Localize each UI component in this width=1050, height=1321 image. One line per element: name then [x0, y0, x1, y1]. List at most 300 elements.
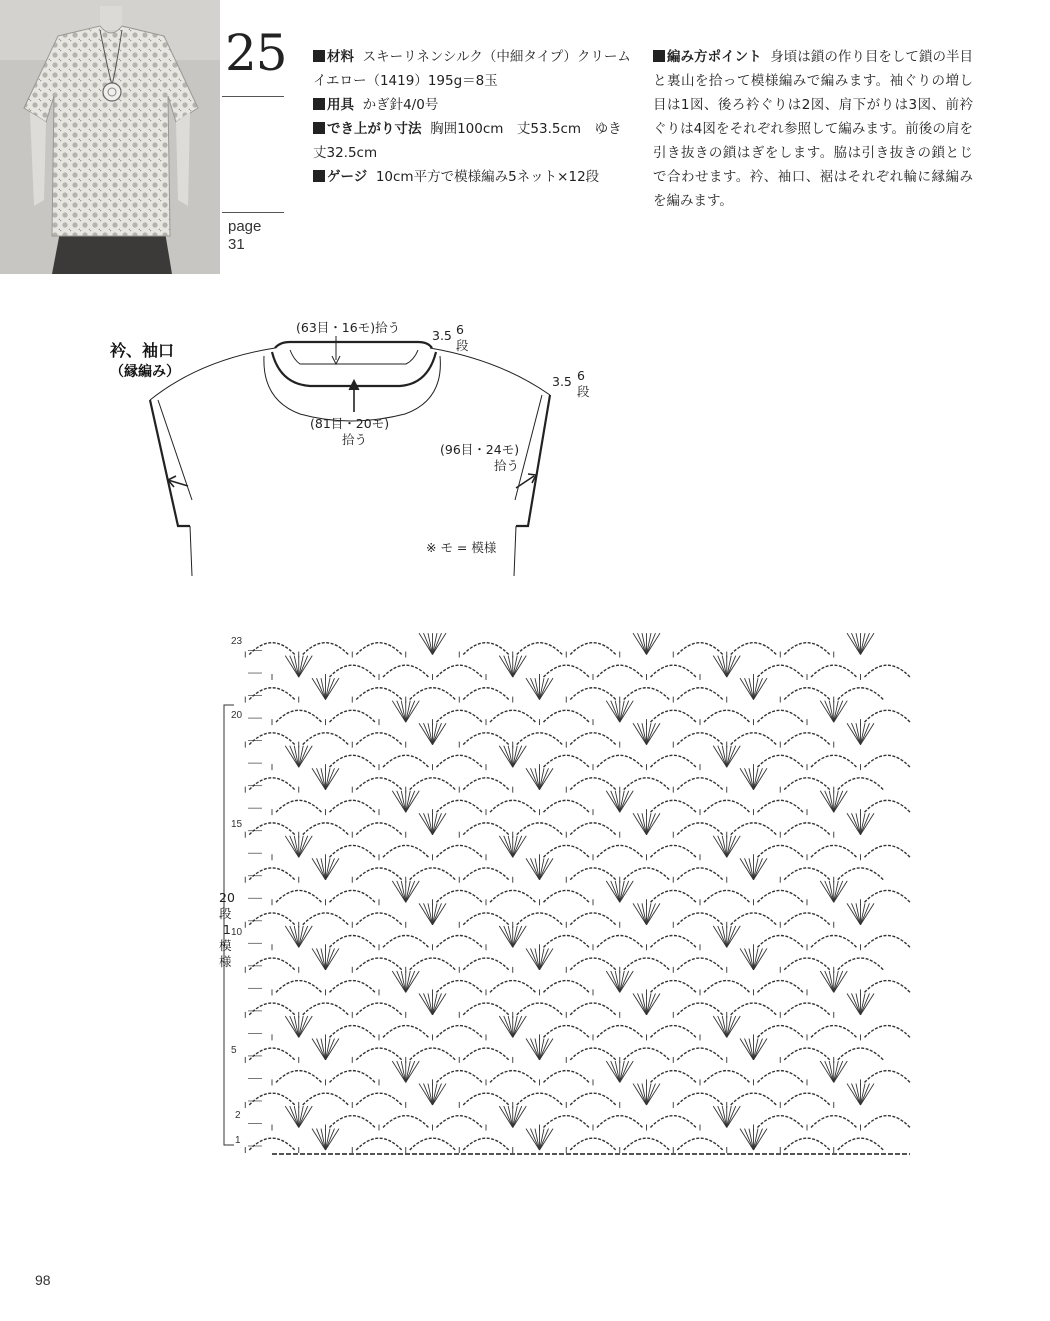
- fan-stitch: [620, 881, 629, 902]
- chain-arch: [784, 733, 830, 745]
- chain-arch: [651, 800, 697, 812]
- chain-arch: [677, 868, 723, 880]
- chain-arch: [570, 1003, 616, 1015]
- fan-stitch: [504, 1016, 513, 1037]
- chain-arch: [677, 913, 723, 925]
- chain-arch: [517, 913, 563, 925]
- fan-stitch: [647, 813, 656, 834]
- fan-stitch: [504, 656, 513, 677]
- chain-arch: [704, 1071, 750, 1083]
- fan-stitch: [513, 1106, 522, 1127]
- chain-arch: [677, 733, 723, 745]
- chain-arch: [249, 958, 295, 970]
- fan-stitch: [406, 971, 415, 992]
- chain-arch: [437, 1116, 483, 1128]
- chain-arch: [570, 643, 616, 655]
- fan-stitch: [397, 1061, 406, 1082]
- fan-stitch: [745, 678, 754, 699]
- chain-arch: [677, 1138, 723, 1150]
- fan-stitch: [611, 971, 620, 992]
- fan-stitch: [834, 881, 843, 902]
- fan-stitch: [531, 768, 540, 789]
- fan-stitch: [825, 1061, 834, 1082]
- chain-arch: [249, 868, 295, 880]
- fan-stitch: [745, 1129, 754, 1150]
- chain-arch: [704, 800, 750, 812]
- row-label-15: 15: [231, 819, 243, 830]
- fan-stitch: [852, 813, 861, 834]
- fan-stitch: [433, 993, 442, 1014]
- chain-arch: [383, 935, 429, 947]
- repeat-label: 様: [219, 954, 232, 969]
- fan-stitch: [531, 858, 540, 879]
- chain-arch: [437, 710, 483, 722]
- chain-arch: [731, 1093, 777, 1105]
- chain-arch: [330, 665, 376, 677]
- chain-arch: [651, 710, 697, 722]
- chain-arch: [330, 845, 376, 857]
- fan-stitch: [326, 678, 335, 699]
- row-label-10: 10: [231, 927, 243, 938]
- chain-arch: [784, 643, 830, 655]
- chain-arch: [356, 823, 402, 835]
- chain-arch: [758, 845, 804, 857]
- chain-arch: [838, 1138, 884, 1150]
- sleeve-rows-label: 6: [577, 368, 585, 383]
- chain-arch: [437, 1071, 483, 1083]
- chain-arch: [356, 958, 402, 970]
- chain-arch: [463, 868, 509, 880]
- chain-arch: [410, 778, 456, 790]
- chain-arch: [651, 845, 697, 857]
- fan-stitch: [433, 813, 442, 834]
- fan-stitch: [540, 858, 549, 879]
- fan-stitch: [852, 1084, 861, 1105]
- chain-arch: [544, 710, 590, 722]
- chain-arch: [437, 935, 483, 947]
- chain-arch: [356, 1093, 402, 1105]
- chain-arch: [463, 1003, 509, 1015]
- fan-stitch: [647, 993, 656, 1014]
- chain-arch: [677, 778, 723, 790]
- fan-stitch: [745, 858, 754, 879]
- neck-front-label-2: 拾う: [342, 432, 368, 447]
- fan-stitch: [727, 836, 736, 857]
- fan-stitch: [825, 791, 834, 812]
- chain-arch: [463, 1048, 509, 1060]
- chain-arch: [731, 1003, 777, 1015]
- fan-stitch: [745, 768, 754, 789]
- fan-stitch: [727, 746, 736, 767]
- chain-arch: [330, 981, 376, 993]
- chain-arch: [651, 1026, 697, 1038]
- fan-stitch: [638, 633, 647, 654]
- sleeve-rows-unit: 段: [577, 384, 590, 399]
- neck-back-label: (63目・16モ)拾う: [296, 320, 401, 335]
- fan-stitch: [326, 1129, 335, 1150]
- fan-stitch: [861, 1084, 870, 1105]
- chain-arch: [838, 958, 884, 970]
- chain-arch: [811, 1026, 857, 1038]
- chain-arch: [544, 800, 590, 812]
- fan-stitch: [638, 903, 647, 924]
- chain-arch: [811, 935, 857, 947]
- fan-stitch: [620, 791, 629, 812]
- chain-arch: [330, 755, 376, 767]
- chain-arch: [784, 913, 830, 925]
- chain-arch: [811, 665, 857, 677]
- fan-stitch: [406, 1061, 415, 1082]
- chain-arch: [838, 688, 884, 700]
- fan-stitch: [727, 1016, 736, 1037]
- fan-stitch: [825, 701, 834, 722]
- fan-stitch: [397, 881, 406, 902]
- chain-arch: [651, 1116, 697, 1128]
- chain-arch: [544, 1071, 590, 1083]
- chain-arch: [624, 1048, 670, 1060]
- chain-arch: [865, 665, 911, 677]
- chain-arch: [330, 800, 376, 812]
- fan-stitch: [531, 948, 540, 969]
- chain-arch: [865, 845, 911, 857]
- row-label-1: 1: [235, 1135, 241, 1146]
- row-label-20: 20: [231, 710, 243, 721]
- fan-stitch: [611, 701, 620, 722]
- chain-arch: [356, 913, 402, 925]
- fan-stitch: [326, 768, 335, 789]
- chain-arch: [544, 981, 590, 993]
- chain-arch: [731, 823, 777, 835]
- chain-arch: [276, 890, 322, 902]
- chain-arch: [865, 755, 911, 767]
- chain-arch: [570, 688, 616, 700]
- chain-arch: [303, 1003, 349, 1015]
- chain-arch: [330, 710, 376, 722]
- chain-arch: [463, 958, 509, 970]
- chain-arch: [784, 778, 830, 790]
- specs-block: [313, 45, 633, 189]
- row-label-23: 23: [231, 636, 243, 647]
- chain-arch: [249, 1093, 295, 1105]
- fan-stitch: [290, 1106, 299, 1127]
- chain-arch: [784, 1093, 830, 1105]
- chain-arch: [383, 1116, 429, 1128]
- neck-rows-unit: 段: [456, 338, 469, 353]
- fan-stitch: [638, 813, 647, 834]
- fan-stitch: [326, 1039, 335, 1060]
- chain-arch: [544, 1026, 590, 1038]
- fan-stitch: [852, 633, 861, 654]
- chain-arch: [784, 1138, 830, 1150]
- fan-stitch: [754, 1129, 763, 1150]
- spec-size: でき上がり寸法 胸囲100cm 丈53.5cm ゆき丈32.5cm: [313, 121, 622, 161]
- chain-arch: [303, 1093, 349, 1105]
- chain-arch: [597, 755, 643, 767]
- fan-stitch: [326, 858, 335, 879]
- fan-stitch: [424, 813, 433, 834]
- pattern-number: 25: [225, 24, 287, 82]
- fan-stitch: [531, 678, 540, 699]
- knitting-points: 編み方ポイント 身頃は鎖の作り目をして鎖の半目と裏山を拾って模様編みで編みます。袖ぐりの増し目は1図、後ろ衿ぐりは2図、肩下がりは3図、前衿ぐりは4図をそれぞれ参照して編みます。前後の肩を引き抜きの鎖はぎをします。脇は引き抜きの鎖とじで合わせます。衿、袖口、裾はそれぞれ輪に縁編みを編みます。: [653, 49, 974, 209]
- chain-arch: [597, 935, 643, 947]
- fan-stitch: [718, 746, 727, 767]
- chain-arch: [463, 643, 509, 655]
- fan-stitch: [754, 858, 763, 879]
- chain-arch: [303, 643, 349, 655]
- chain-arch: [517, 733, 563, 745]
- fan-stitch: [504, 926, 513, 947]
- chain-arch: [784, 958, 830, 970]
- chain-arch: [784, 823, 830, 835]
- chain-arch: [597, 665, 643, 677]
- fan-stitch: [513, 1016, 522, 1037]
- fan-stitch: [531, 1129, 540, 1150]
- fan-stitch: [317, 948, 326, 969]
- fan-stitch: [834, 791, 843, 812]
- chain-arch: [517, 1093, 563, 1105]
- chain-arch: [651, 1071, 697, 1083]
- fan-stitch: [861, 813, 870, 834]
- chain-arch: [677, 1048, 723, 1060]
- chain-arch: [544, 845, 590, 857]
- chain-arch: [303, 913, 349, 925]
- fan-stitch: [620, 1061, 629, 1082]
- diagram-title: 衿、袖口: [110, 341, 175, 360]
- chain-arch: [463, 733, 509, 745]
- fan-stitch: [638, 993, 647, 1014]
- fan-stitch: [754, 768, 763, 789]
- neck-rows-label: 6: [456, 322, 464, 337]
- fan-stitch: [611, 881, 620, 902]
- fan-stitch: [825, 881, 834, 902]
- chain-arch: [437, 890, 483, 902]
- chain-arch: [677, 823, 723, 835]
- fan-stitch: [299, 656, 308, 677]
- fan-stitch: [326, 948, 335, 969]
- chain-arch: [758, 1116, 804, 1128]
- fan-stitch: [834, 971, 843, 992]
- chain-arch: [677, 643, 723, 655]
- chain-arch: [624, 868, 670, 880]
- chain-arch: [356, 868, 402, 880]
- chain-arch: [356, 1138, 402, 1150]
- chain-arch: [624, 688, 670, 700]
- fan-stitch: [433, 633, 442, 654]
- chain-arch: [651, 665, 697, 677]
- fan-stitch: [727, 656, 736, 677]
- fan-stitch: [638, 723, 647, 744]
- spec-gauge: ゲージ 10cm平方で模様編み5ネット×12段: [313, 165, 633, 189]
- chain-arch: [758, 935, 804, 947]
- chain-arch: [570, 823, 616, 835]
- chain-arch: [704, 710, 750, 722]
- chain-arch: [490, 890, 536, 902]
- fan-stitch: [513, 836, 522, 857]
- chain-arch: [570, 1138, 616, 1150]
- chain-arch: [544, 755, 590, 767]
- garment-photo: [0, 0, 220, 274]
- chain-arch: [570, 1048, 616, 1060]
- chain-arch: [276, 710, 322, 722]
- sleeve-depth-label: 3.5: [552, 374, 572, 389]
- chain-arch: [249, 1138, 295, 1150]
- chain-arch: [865, 710, 911, 722]
- chain-arch: [865, 935, 911, 947]
- divider: [222, 96, 284, 97]
- chain-arch: [383, 845, 429, 857]
- chain-arch: [490, 710, 536, 722]
- fan-stitch: [647, 1084, 656, 1105]
- chain-arch: [463, 823, 509, 835]
- fan-stitch: [531, 1039, 540, 1060]
- chain-arch: [570, 868, 616, 880]
- spec-materials: 材料 スキーリネンシルク（中細タイプ）クリームイエロー（1419）195g＝8玉: [313, 49, 631, 89]
- fan-stitch: [299, 836, 308, 857]
- fan-stitch: [290, 746, 299, 767]
- fan-stitch: [513, 746, 522, 767]
- fan-stitch: [424, 993, 433, 1014]
- chain-arch: [651, 755, 697, 767]
- chain-arch: [704, 890, 750, 902]
- fan-stitch: [317, 858, 326, 879]
- chain-arch: [570, 733, 616, 745]
- chain-arch: [330, 1116, 376, 1128]
- chain-arch: [784, 1003, 830, 1015]
- chain-arch: [865, 1116, 911, 1128]
- chain-arch: [330, 1071, 376, 1083]
- chain-arch: [784, 688, 830, 700]
- repeat-label: 段: [219, 906, 232, 921]
- fan-stitch: [718, 656, 727, 677]
- chain-arch: [356, 778, 402, 790]
- chain-arch: [517, 1003, 563, 1015]
- fan-stitch: [513, 926, 522, 947]
- fan-stitch: [317, 768, 326, 789]
- fan-stitch: [317, 678, 326, 699]
- fan-stitch: [504, 1106, 513, 1127]
- chain-arch: [651, 890, 697, 902]
- chain-arch: [463, 1093, 509, 1105]
- chain-arch: [651, 981, 697, 993]
- fan-stitch: [406, 701, 415, 722]
- fan-stitch: [433, 903, 442, 924]
- chain-arch: [437, 1026, 483, 1038]
- chain-arch: [490, 800, 536, 812]
- chain-arch: [597, 1026, 643, 1038]
- fan-stitch: [647, 723, 656, 744]
- chain-arch: [490, 981, 536, 993]
- chain-arch: [437, 755, 483, 767]
- chain-arch: [249, 643, 295, 655]
- chain-arch: [758, 800, 804, 812]
- repeat-label: 模: [219, 938, 232, 953]
- sleeve-label: (96目・24モ): [440, 442, 520, 457]
- chain-arch: [865, 1071, 911, 1083]
- chain-arch: [838, 868, 884, 880]
- chain-arch: [356, 1003, 402, 1015]
- chain-arch: [570, 778, 616, 790]
- chain-arch: [758, 981, 804, 993]
- chain-arch: [303, 823, 349, 835]
- fan-stitch: [718, 836, 727, 857]
- chain-arch: [463, 688, 509, 700]
- fan-stitch: [611, 1061, 620, 1082]
- fan-stitch: [647, 903, 656, 924]
- chain-arch: [276, 800, 322, 812]
- chain-arch: [463, 1138, 509, 1150]
- chain-arch: [865, 890, 911, 902]
- fan-stitch: [540, 768, 549, 789]
- diagram-subtitle: （縁編み）: [110, 364, 180, 380]
- fan-stitch: [317, 1129, 326, 1150]
- fan-stitch: [727, 926, 736, 947]
- fan-stitch: [317, 1039, 326, 1060]
- fan-stitch: [861, 633, 870, 654]
- chain-arch: [303, 733, 349, 745]
- chain-arch: [758, 1026, 804, 1038]
- fan-stitch: [852, 723, 861, 744]
- crochet-chart: [210, 610, 930, 1170]
- chain-arch: [410, 868, 456, 880]
- fan-stitch: [424, 723, 433, 744]
- fan-stitch: [540, 678, 549, 699]
- page-number: 98: [35, 1272, 51, 1288]
- chain-arch: [731, 733, 777, 745]
- fan-stitch: [727, 1106, 736, 1127]
- chain-arch: [811, 1116, 857, 1128]
- divider: [222, 212, 284, 213]
- fan-stitch: [861, 723, 870, 744]
- chain-arch: [463, 913, 509, 925]
- chain-arch: [811, 845, 857, 857]
- chain-arch: [570, 1093, 616, 1105]
- fan-stitch: [406, 881, 415, 902]
- sleeve-label-2: 拾う: [494, 458, 520, 473]
- chain-arch: [356, 1048, 402, 1060]
- fan-stitch: [290, 836, 299, 857]
- chain-arch: [410, 958, 456, 970]
- fan-stitch: [424, 903, 433, 924]
- chain-arch: [249, 913, 295, 925]
- chain-arch: [758, 1071, 804, 1083]
- chain-arch: [677, 1003, 723, 1015]
- chain-arch: [758, 755, 804, 767]
- chain-arch: [758, 710, 804, 722]
- fan-stitch: [745, 1039, 754, 1060]
- fan-stitch: [290, 1016, 299, 1037]
- chain-arch: [437, 981, 483, 993]
- chain-arch: [544, 935, 590, 947]
- chain-arch: [624, 778, 670, 790]
- fan-stitch: [852, 903, 861, 924]
- chain-arch: [517, 643, 563, 655]
- fan-stitch: [424, 633, 433, 654]
- fan-stitch: [861, 903, 870, 924]
- fan-stitch: [718, 1016, 727, 1037]
- fan-stitch: [504, 836, 513, 857]
- chain-arch: [544, 665, 590, 677]
- fan-stitch: [754, 678, 763, 699]
- chain-arch: [624, 1138, 670, 1150]
- chain-arch: [677, 688, 723, 700]
- fan-stitch: [834, 701, 843, 722]
- chain-arch: [517, 823, 563, 835]
- fan-stitch: [638, 1084, 647, 1105]
- chain-arch: [838, 778, 884, 790]
- fan-stitch: [754, 948, 763, 969]
- chain-arch: [330, 1026, 376, 1038]
- chain-arch: [249, 688, 295, 700]
